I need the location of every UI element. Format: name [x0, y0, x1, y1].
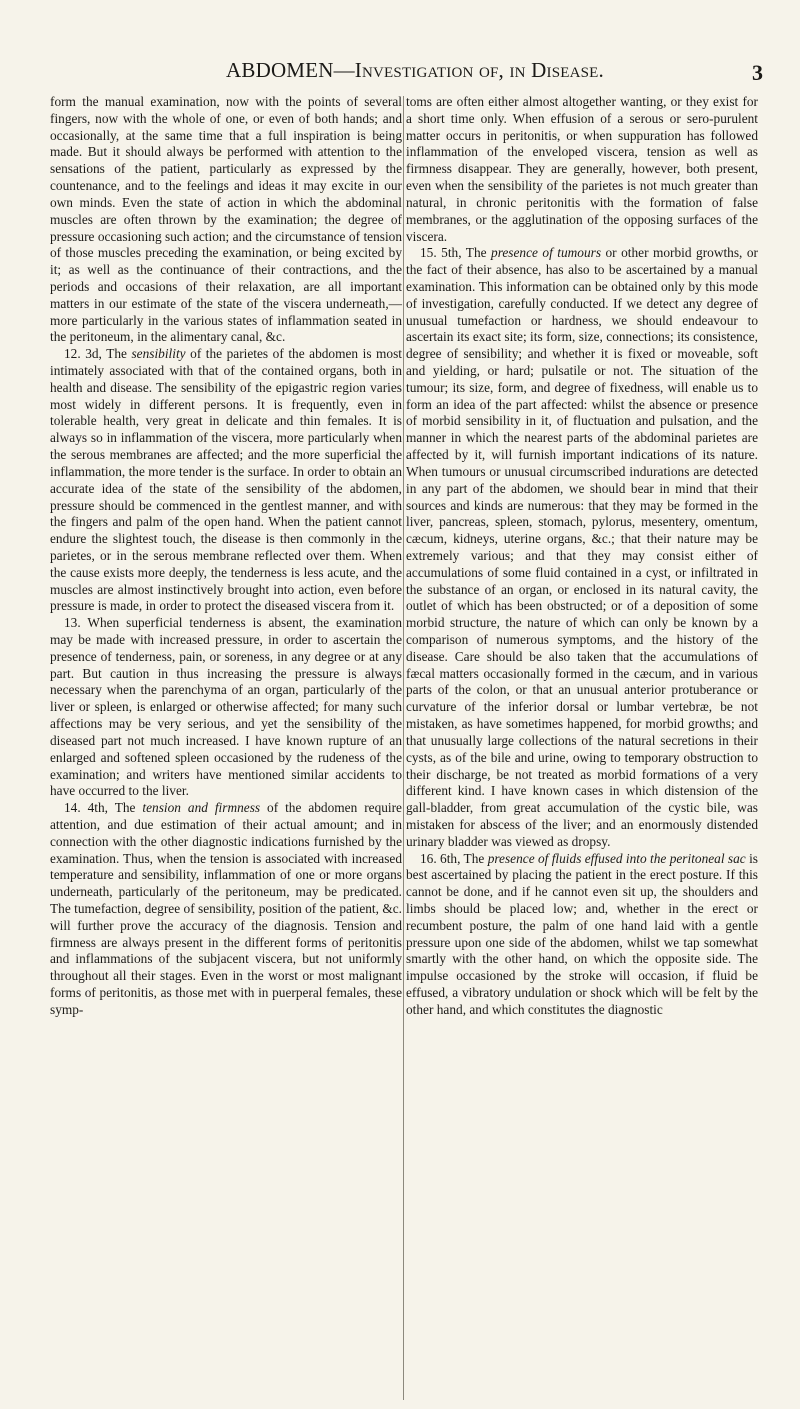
paragraph: 15. 5th, The presence of tumours or other morbid growths, or the fact of their absence, has also to be ascertained by a manual examination. This information can be obtained only by this mode of investigation, carefully conducted. If we detect any degree of unusual tumefaction or hardness, we should endeavour to ascertain its exact site; its form, size, connections; its consistence, degree of sensibility; and whether it is fixed or moveable, soft and yielding, or hard; pulsatile or not. The situation of the tumour; its size, form, and degree of fixedness, will enable us to form an idea of the part affected: whilst the absence or presence of morbid sensibility in it, of fluctuation and pulsation, and the manner in which the nearest parts of the abdominal parietes are affected by it, will furnish important indications of its nature. When tumours or unusual circumscribed indurations are detected in any part of the abdomen, we should bear in mind that their sources and kinds are numerous: that they may be formed in the liver, pancreas, spleen, stomach, pylorus, mesentery, omentum, cæcum, kidneys, uterine organs, &c.; that their nature may be extremely various; and that they may consist either of accumulations of some fluid contained in a cyst, or infiltrated in the substance of an organ, or enclosed in its natural cavity, the outlet of which has been obstructed; or of a deposition of some morbid structure, the nature of which can only be known by a comparison of numerous symptoms, and the history of the disease. Care should be also taken that the accumulations of fæcal matters occasionally formed in the cæcum, and in various parts of the colon, or that an unusual anterior protuberance or curvature of the inferior dorsal or lumbar vertebræ, be not mistaken, as have sometimes happened, for morbid growths; and that unusually large collections of the natural secretions in their cysts, as of the bile and urine, owing to temporary obstruction to their discharge, be not treated as morbid formations of a very different kind. I have known cases in which distension of the gall-bladder, from great accumulation of the cystic bile, was mistaken for abscess of the liver; and an enormously distended urinary bladder was viewed as dropsy. — [406, 245, 758, 849]
right-column — [406, 94, 758, 1019]
header-title: ABDOMEN — [226, 58, 334, 82]
paragraph: 16. 6th, The presence of fluids effused into the peritoneal sac is best ascertained by placing the patient in the erect posture. If this cannot be done, and if he cannot even sit up, the shoulders and limbs should be placed low; and, whether in the erect or recumbent posture, the palm of one hand laid with a gentle pressure upon one side of the abdomen, whilst we tap somewhat smartly with the other hand, on which the opposite side. The impulse occasioned by the stroke will occasion, if fluid be effused, a vibratory undulation or shock which will be felt by the other hand, and which constitutes the diagnostic — [406, 850, 758, 1017]
paragraph: 14. 4th, The tension and firmness of the abdomen require attention, and due estimation of their actual amount; and in connection with the other diagnostic indications furnished by the examination. Thus, when the tension is associated with increased temperature and sensibility, inflammation of one or more organs underneath, particularly of the peritoneum, may be predicated. The tumefaction, degree of sensibility, position of the patient, &c. will further prove the accuracy of the diagnosis. Tension and firmness are always present in the different forms of peritonitis and inflammations of the subjacent viscera, but not uniformly throughout all their stages. Even in the worst or most malignant forms of peritonitis, as those met with in puerperal females, these symp- — [50, 800, 402, 1017]
header-separator: — — [333, 58, 355, 82]
header-subtitle: Investigation of, in Disease. — [354, 58, 604, 82]
paragraph: 13. When superficial tenderness is absent, the examination may be made with increased pressure, in order to ascertain the presence of tenderness, pain, or soreness, in any degree or at any part. But caution in thus increasing the pressure is always necessary when the parenchyma of an organ, particularly of the liver or spleen, is enlarged or otherwise affected; for many such affections may be very serious, and yet the sensibility of the diseased part not much increased. I have known rupture of an enlarged and softened spleen occasioned by the rudeness of the examination; and writers have mentioned similar accidents to have occurred to the liver. — [50, 615, 402, 799]
paragraph: toms are often either almost altogether wanting, or they exist for a short time only. When effusion of a serous or sero-purulent matter occurs in peritonitis, or when suppuration has followed inflammation of the enveloped viscera, tension as well as firmness disappear. They are generally, however, both present, even when the sensibility of the parietes is not much greater than natural, in chronic peritonitis with the formation of false membranes, or the agglutination of the opposing surfaces of the viscera. — [406, 94, 758, 244]
column-divider — [403, 96, 404, 1400]
left-column — [50, 94, 402, 1019]
paragraph: 12. 3d, The sensibility of the parietes of the abdomen is most intimately associated with that of the contained organs, both in health and disease. The sensibility of the epigastric region varies most widely in different persons. It is frequently, even in tolerable health, very great in delicate and thin females. It is always so in inflammation of the viscera, more particularly when the serous membranes are affected; and the more superficial the inflammation, the more tender is the surface. In order to obtain an accurate idea of the state of the sensibility of the abdomen, pressure should be commenced in the gentlest manner, and with the fingers and palm of the open hand. When the patient cannot endure the slightest touch, the disease is then commonly in the parietes, or in the serous membrane reflected over them. When the cause exists more deeply, the tenderness is less acute, and the muscles are almost instinctively brought into action, even before pressure is made, in order to protect the diseased viscera from it. — [50, 346, 402, 614]
paragraph: form the manual examination, now with the points of several fingers, now with the whole of one, or even of both hands; and occasionally, at the same time that a full inspiration is being made. But it should always be performed with attention to the sensations of the patient, particularly as expressed by the countenance, and to the feelings and ideas it may excite in our own minds. Even the state of action in which the abdominal muscles are often thrown by the examination; the degree of pressure occasioning such action; and the circumstance of tension of those muscles preceding the examination, or being excited by it; as well as the continuance of their contractions, and the periods and occasions of their relaxation, are all important matters in our estimate of the state of the viscera underneath,—more particularly in the various states of inflammation seated in the peritoneum, in the alimentary canal, &c. — [50, 94, 402, 345]
page-number: 3 — [752, 60, 763, 85]
running-head — [226, 58, 604, 83]
